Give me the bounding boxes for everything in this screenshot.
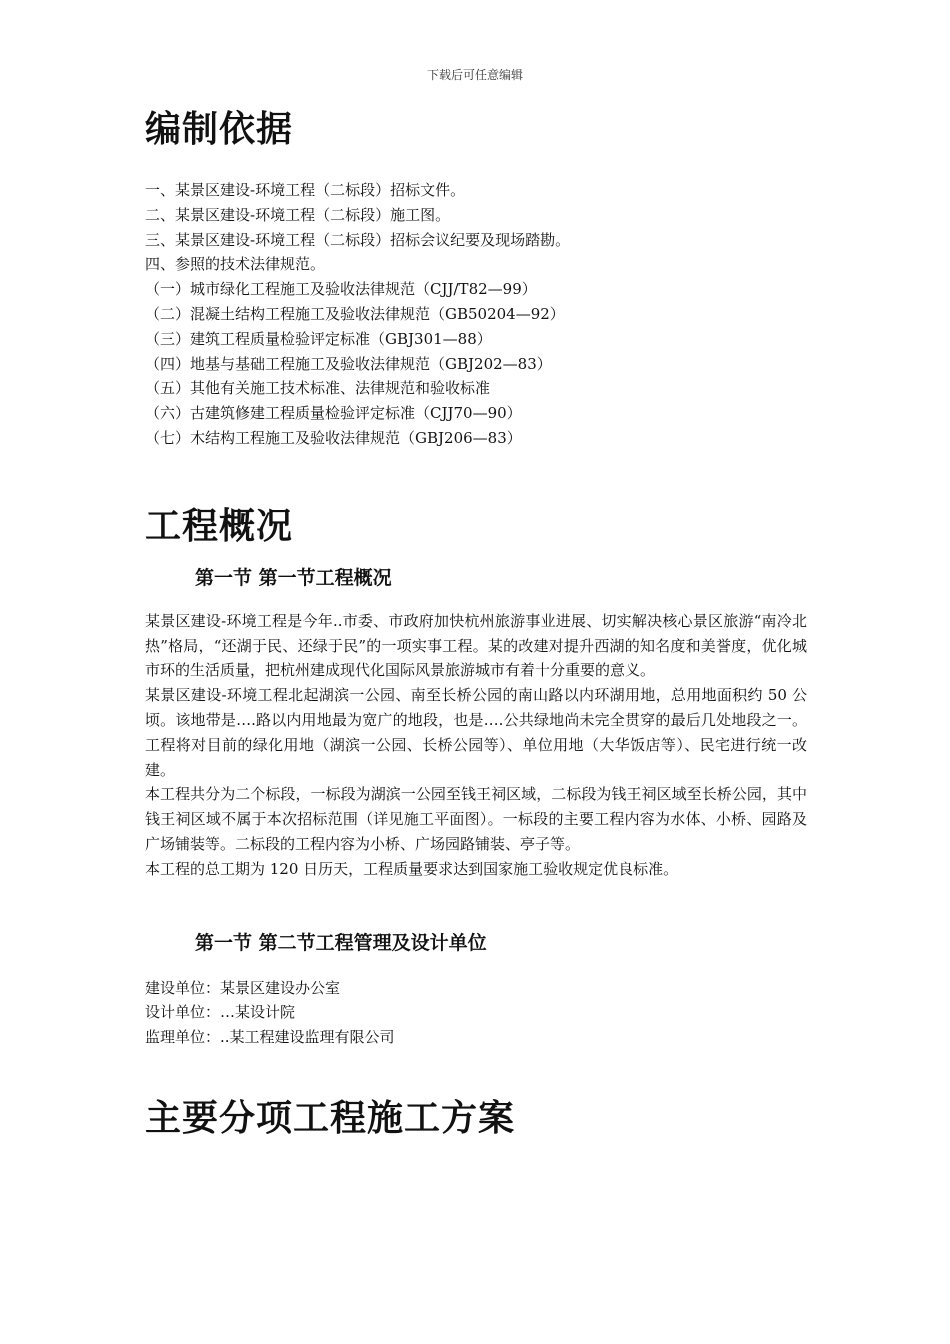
section-heading-units: 第一节 第二节工程管理及设计单位 (195, 931, 487, 954)
overview-paragraph: 本工程的总工期为 120 日历天，工程质量要求达到国家施工验收规定优良标准。 (145, 859, 679, 878)
units-list (145, 976, 807, 1050)
section-heading-overview: 第一节 第一节工程概况 (195, 566, 392, 589)
overview-paragraphs (145, 609, 807, 882)
basis-item: （三）建筑工程质量检验评定标准（GBJ301—88） (145, 329, 492, 348)
heading-overview: 工程概况 (145, 505, 294, 547)
unit-line: 建设单位：某景区建设办公室 (145, 978, 341, 997)
heading-construction-plan: 主要分项工程施工方案 (145, 1097, 516, 1139)
basis-item: 四、参照的技术法律规范。 (145, 255, 326, 274)
unit-line: 设计单位：…某设计院 (145, 1003, 296, 1022)
basis-item: 三、某景区建设-环境工程（二标段）招标会议纪要及现场踏勘。 (145, 230, 571, 249)
basis-item: （五）其他有关施工技术标准、法律规范和验收标准 (145, 379, 491, 398)
page-header-note: 下载后可任意编辑 (426, 68, 523, 82)
basis-item: （六）古建筑修建工程质量检验评定标准（CJJ70—90） (145, 404, 522, 423)
basis-item: 一、某景区建设-环境工程（二标段）招标文件。 (145, 181, 466, 199)
basis-list (145, 178, 807, 451)
basis-item: （七）木结构工程施工及验收法律规范（GBJ206—83） (145, 428, 522, 447)
basis-item: （一）城市绿化工程施工及验收法律规范（CJJ/T82—99） (145, 280, 537, 299)
basis-item: 二、某景区建设-环境工程（二标段）施工图。 (145, 205, 451, 224)
document-body (145, 104, 807, 1145)
basis-item: （四）地基与基础工程施工及验收法律规范（GBJ202—83） (145, 354, 552, 373)
unit-line: 监理单位：..某工程建设监理有限公司 (145, 1028, 395, 1047)
heading-basis: 编制依据 (145, 109, 294, 150)
overview-paragraph: 某景区建设-环境工程北起湖滨一公园、南至长桥公园的南山路以内环湖用地，总用地面积约 50 公顷。该地带是….路以内用地最为宽广的地段，也是….公共绿地尚未完全贯穿的最后几处地段之一。工程将对目前的绿化用地（湖滨一公园、长桥公园等）、单位用地（大华饭店等）、民宅进行统一改建。 (145, 686, 807, 779)
basis-item: （二）混凝土结构工程施工及验收法律规范（GB50204—92） (145, 304, 565, 323)
overview-paragraph: 某景区建设-环境工程是今年..市委、市政府加快杭州旅游事业进展、切实解决核心景区旅游“南冷北热”格局，“还湖于民、还绿于民”的一项实事工程。某的改建对提升西湖的知名度和美誉度，优化城市环的生活质量，把杭州建成现代化国际风景旅游城市有着十分重要的意义。 (145, 611, 807, 680)
overview-paragraph: 本工程共分为二个标段，一标段为湖滨一公园至钱王祠区域，二标段为钱王祠区域至长桥公园，其中钱王祠区域不属于本次招标范围（详见施工平面图）。一标段的主要工程内容为水体、小桥、园路及广场铺装等。二标段的工程内容为小桥、广场园路铺装、亭子等。 (145, 785, 807, 853)
